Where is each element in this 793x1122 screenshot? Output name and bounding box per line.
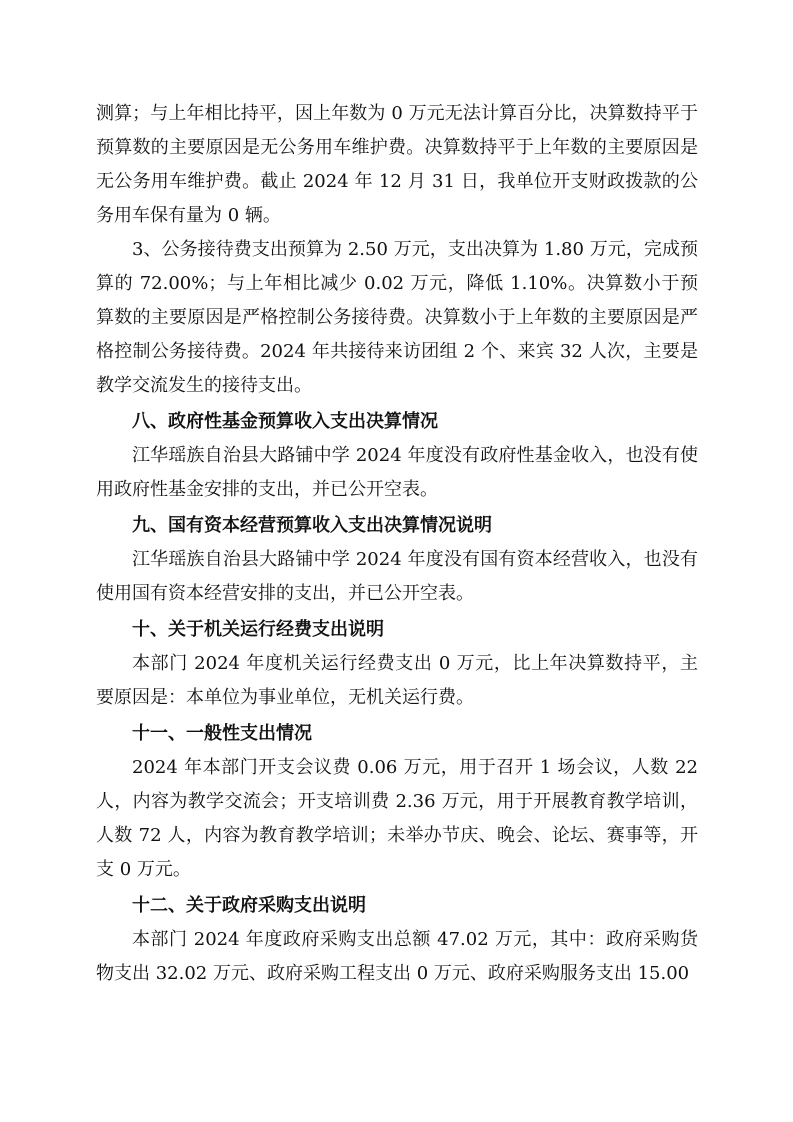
paragraph-reception-expense: 3、公务接待费支出预算为 2.50 万元，支出决算为 1.80 万元，完成预算的 72.00%；与上年相比减少 0.02 万元，降低 1.10%。决算数小于预算数的主要原因是严格控制公务接待费。决算数小于上年数的主要原因是严格控制公务接待费。2024 年共接待来访团组 2 个、来宾 32 人次，主要是教学交流发生的接待支出。	[96, 239, 698, 396]
heading-government-fund: 八、政府性基金预算收入支出决算情况	[132, 411, 438, 432]
paragraph-state-capital: 江华瑶族自治县大路铺中学 2024 年度没有国有资本经营收入，也没有使用国有资本经营安排的支出，并已公开空表。	[96, 549, 698, 604]
paragraph-general-expense: 2024 年本部门开支会议费 0.06 万元，用于召开 1 场会议，人数 22 人，内容为教学交流会；开支培训费 2.36 万元，用于开展教育教学培训，人数 72 人，内容为教育教学培训；未举办节庆、晚会、论坛、赛事等，开支 0 万元。	[96, 757, 698, 880]
paragraph-operating-expense: 本部门 2024 年度机关运行经费支出 0 万元，比上年决算数持平，主要原因是：本单位为事业单位，无机关运行费。	[96, 653, 698, 708]
heading-state-capital: 九、国有资本经营预算收入支出决算情况说明	[132, 515, 492, 536]
paragraph-government-fund: 江华瑶族自治县大路铺中学 2024 年度没有政府性基金收入，也没有使用政府性基金安排的支出，并已公开空表。	[96, 445, 698, 500]
paragraph-vehicle-continued: 测算；与上年相比持平，因上年数为 0 万元无法计算百分比，决算数持平于预算数的主要原因是无公务用车维护费。决算数持平于上年数的主要原因是无公务用车维护费。截止 2024 年 12 月 31 日，我单位开支财政拨款的公务用车保有量为 0 辆。	[96, 103, 698, 226]
document-body	[96, 97, 698, 991]
paragraph-procurement: 本部门 2024 年度政府采购支出总额 47.02 万元，其中：政府采购货物支出 32.02 万元、政府采购工程支出 0 万元、政府采购服务支出 15.00	[96, 929, 698, 984]
heading-operating-expense: 十、关于机关运行经费支出说明	[132, 619, 384, 640]
heading-general-expense: 十一、一般性支出情况	[132, 723, 312, 744]
heading-procurement: 十二、关于政府采购支出说明	[132, 895, 366, 916]
